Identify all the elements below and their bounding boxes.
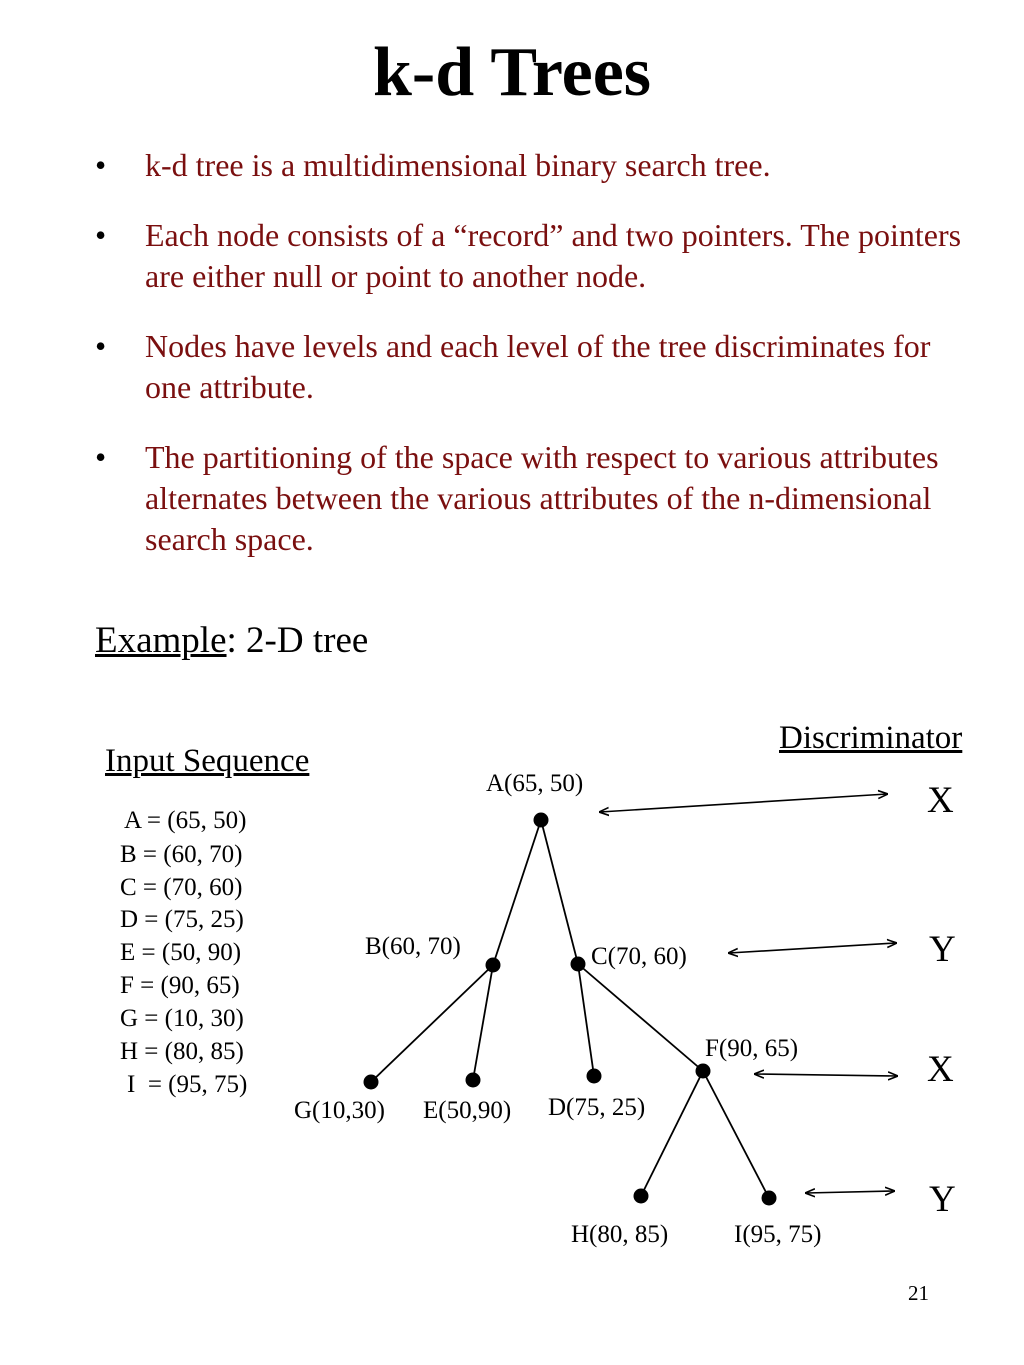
node-label-d: D(75, 25)	[548, 1094, 646, 1121]
node-b-dot	[486, 958, 501, 973]
edge-b-g	[371, 965, 493, 1082]
slide-title: k-d Trees	[372, 34, 652, 111]
edge-c-f	[578, 964, 703, 1071]
sequence-item-f: F = (90, 65)	[120, 972, 240, 999]
node-label-e: E(50,90)	[423, 1097, 512, 1124]
node-label-f: F(90, 65)	[705, 1035, 799, 1062]
node-h-dot	[634, 1189, 649, 1204]
node-label-b: B(60, 70)	[365, 933, 461, 960]
node-f-dot	[696, 1064, 711, 1079]
edge-f-h	[641, 1071, 703, 1196]
node-label-c: C(70, 60)	[591, 943, 687, 970]
discriminator-level-3: X	[927, 1049, 954, 1090]
node-c-dot	[571, 957, 586, 972]
node-g-dot	[364, 1075, 379, 1090]
node-i-dot	[762, 1191, 777, 1206]
sequence-item-i: I = (95, 75)	[127, 1071, 248, 1098]
example-subtitle: : 2-D tree	[226, 620, 369, 661]
page-number: 21	[908, 1281, 929, 1305]
sequence-item-a: A = (65, 50)	[124, 807, 247, 834]
bullet-text: k-d tree is a multidimensional binary search tree.	[145, 147, 771, 183]
discriminator-level-2: Y	[929, 929, 956, 970]
bullet-text: Each node consists of a “record” and two pointers. The pointers are either null or point to another node.	[145, 217, 962, 294]
example-label: Example	[95, 620, 227, 661]
node-label-i: I(95, 75)	[734, 1221, 822, 1248]
discriminator-level-1: X	[927, 780, 954, 821]
node-e-dot	[466, 1073, 481, 1088]
bullet-marker: •	[95, 328, 107, 364]
bullet-text: Nodes have levels and each level of the tree discriminates for one attribute.	[145, 328, 931, 405]
node-label-a: A(65, 50)	[486, 770, 584, 797]
sequence-item-h: H = (80, 85)	[120, 1038, 244, 1065]
node-label-g: G(10,30)	[294, 1097, 385, 1124]
node-d-dot	[587, 1069, 602, 1084]
bullet-marker: •	[95, 147, 107, 183]
node-a-dot	[534, 813, 549, 828]
bullet-marker: •	[95, 439, 107, 475]
level-arrow-2	[729, 943, 896, 953]
edge-f-i	[703, 1071, 769, 1198]
sequence-item-e: E = (50, 90)	[120, 939, 242, 966]
bullet-text: The partitioning of the space with respect to various attributes alternates between the various attributes of the n-dimensional search space.	[145, 439, 939, 557]
level-arrow-3	[755, 1074, 897, 1076]
discriminator-level-4: Y	[929, 1179, 956, 1220]
edge-a-c	[541, 820, 578, 964]
edge-c-d	[578, 964, 594, 1076]
sequence-item-c: C = (70, 60)	[120, 874, 243, 901]
input-sequence-title: Input Sequence	[105, 743, 310, 779]
node-label-h: H(80, 85)	[571, 1221, 669, 1248]
sequence-item-g: G = (10, 30)	[120, 1005, 244, 1032]
discriminator-title: Discriminator	[779, 720, 963, 756]
level-arrow-4	[806, 1191, 894, 1193]
level-arrow-1	[600, 794, 887, 812]
sequence-item-d: D = (75, 25)	[120, 906, 244, 933]
bullet-marker: •	[95, 217, 107, 253]
edge-a-b	[493, 820, 541, 965]
sequence-item-b: B = (60, 70)	[120, 841, 243, 868]
